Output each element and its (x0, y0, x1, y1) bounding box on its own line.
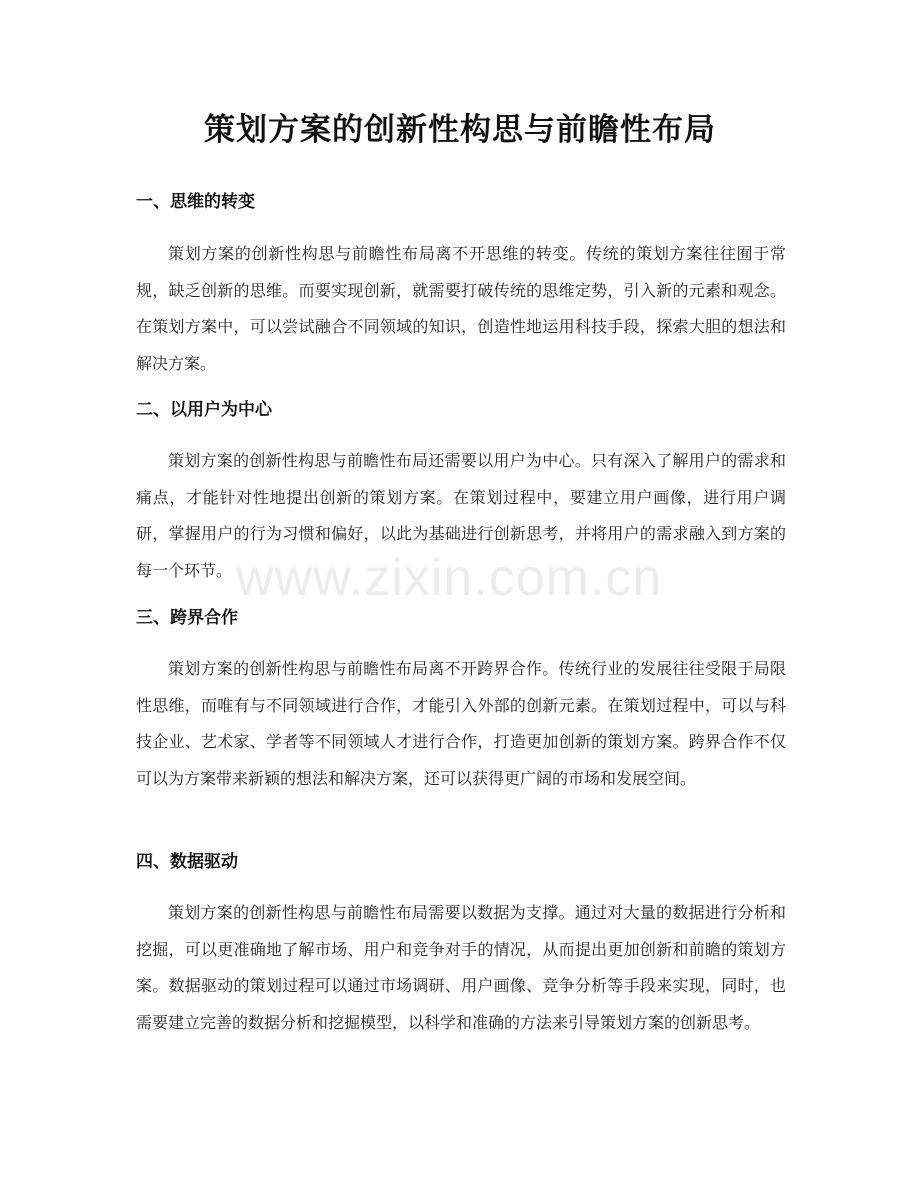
section-heading-cross-border: 三、跨界合作 (136, 608, 238, 628)
section-heading-data-driven: 四、数据驱动 (136, 852, 238, 872)
watermark: www.zixin.com.cn (236, 549, 663, 607)
section-heading-thinking-shift: 一、思维的转变 (136, 192, 255, 212)
section-paragraph-cross-border: 策划方案的创新性构思与前瞻性布局离不开跨界合作。传统行业的发展往往受限于局限性思维，而唯有与不同领域进行合作，才能引入外部的创新元素。在策划过程中，可以与科技企业、艺术家、学者等不同领域人才进行合作，打造更加创新的策划方案。跨界合作不仅可以为方案带来新颖的想法和解决方案，还可以获得更广阔的市场和发展空间。 (136, 659, 786, 788)
section-heading-user-centered: 二、以用户为中心 (136, 400, 272, 420)
section-paragraph-thinking-shift: 策划方案的创新性构思与前瞻性布局离不开思维的转变。传统的策划方案往往囿于常规，缺乏创新的思维。而要实现创新，就需要打破传统的思维定势，引入新的元素和观念。在策划方案中，可以尝试融合不同领域的知识，创造性地运用科技手段，探索大胆的想法和解决方案。 (136, 244, 786, 373)
section-paragraph-data-driven: 策划方案的创新性构思与前瞻性布局需要以数据为支撑。通过对大量的数据进行分析和挖掘，可以更准确地了解市场、用户和竞争对手的情况，从而提出更加创新和前瞻的策划方案。数据驱动的策划过程可以通过市场调研、用户画像、竞争分析等手段来实现，同时，也需要建立完善的数据分析和挖掘模型，以科学和准确的方法来引导策划方案的创新思考。 (136, 903, 786, 1032)
section-paragraph-user-centered: 策划方案的创新性构思与前瞻性布局还需要以用户为中心。只有深入了解用户的需求和痛点，才能针对性地提出创新的策划方案。在策划过程中，要建立用户画像，进行用户调研，掌握用户的行为习惯和偏好，以此为基础进行创新思考，并将用户的需求融入到方案的每一个环节。 (136, 451, 786, 580)
document-title: 策划方案的创新性构思与前瞻性布局 (204, 112, 716, 148)
